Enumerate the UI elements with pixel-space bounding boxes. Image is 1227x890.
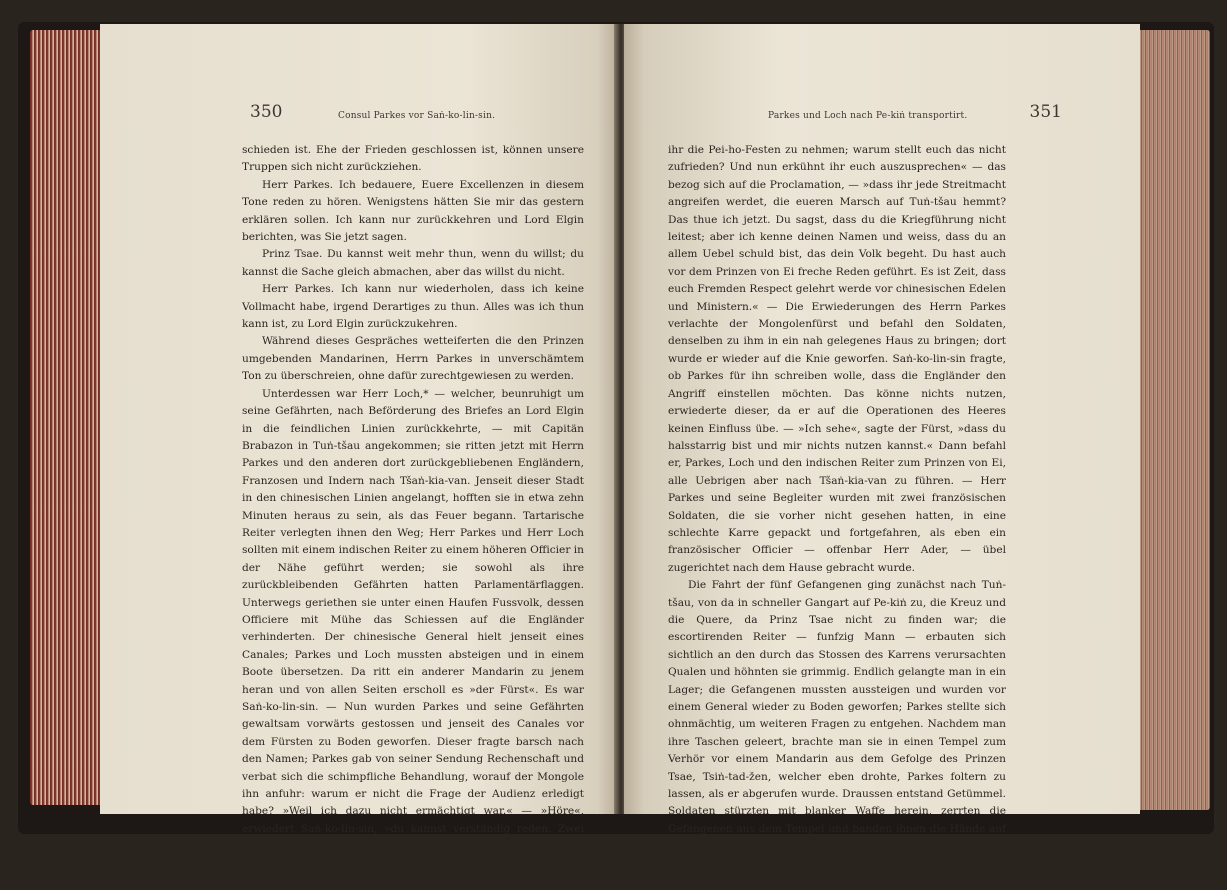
paragraph: Die Fahrt der fünf Gefangenen ging zunächst nach Tuṅ-tšau, von da in schneller Gangart auf Pe-kiṅ zu, die Kreuz und die Quere, da Prinz Tsae nicht zu finden war; die escortirenden Reiter — funfzig Mann — erbauten sich sichtlich an den durch das Stossen des Karrens verursachten Qualen und höhnten sie grimmig. Endlich gelangte man in ein Lager; die Gefangenen mussten aussteigen und wurden vor einem General wieder zu Boden geworfen; Parkes stellte sich ohnmächtig, um weiteren Fragen zu entgehen. Nachdem man ihre Taschen geleert, brachte man sie in einen Tempel zum Verhör vor einem Mandarin aus dem Gefolge des Prinzen Tsae, Tsiṅ-tad-žen, welcher eben drohte, Parkes foltern zu lassen, als er abgerufen wurde. Draussen entstand Getümmel. Soldaten stürzten mit blanker Waffe herein, zerrten die Gefangenen aus dem Tempel und banden ihnen die Hände auf den Rücken. Das Lager wurde abgebrochen, in wilder Bestürzung lief Alles durcheinander. Die Gefangenen wurden wieder in einen bbox=[668, 579, 1006, 888]
paragraph: Unterdessen war Herr Loch,* — welcher, beunruhigt um seine Gefährten, nach Beförderung des Briefes an Lord Elgin in die feindlichen Linien zurückkehrte, — mit Capitän Brabazon in Tuṅ-tšau angekommen; sie ritten jetzt mit Herrn Parkes und den anderen dort zurückgebliebenen Engländern, Franzosen und Indern nach Tšaṅ-kia-van. Jenseit dieser Stadt in den chinesischen Linien angelangt, hofften sie in etwa zehn Minuten heraus zu sein, als das Feuer begann. Tartarische Reiter verlegten ihnen den Weg; Herr Parkes und Herr Loch sollten mit einem indischen Reiter zu einem höheren Officier in der Nähe geführt werden; sie sowohl als ihre zurückbleibenden Gefährten hatten Parlamentärflaggen. Unterwegs geriethen sie unter einen Haufen Fussvolk, dessen Officiere mit Mühe das Schiessen auf die Engländer verhinderten. Der chinesische General hielt jenseit eines Canales; Parkes und Loch mussten absteigen und in einem Boote übersetzen. Da ritt ein anderer Mandarin zu jenem heran und von allen Seiten erscholl es »der Fürst«. Es war Saṅ-ko-lin-sin. — Nun wurden Parkes und seine Gefährten gewaltsam vorwärts gestossen und jenseit des Canales vor dem Fürsten zu Boden geworfen. Dieser fragte barsch nach den Namen; Parkes gab von seiner Sendung Rechenschaft und verbat sich die schimpfliche Behandlung, worauf der Mongole ihn anfuhr: warum er nicht die Frage der Audienz erledigt habe? »Weil ich dazu nicht ermächtigt war.« — »Höre«, erwiedert Saṅ-ko-lin-sin, »du kannst verständig reden. Zwei Siege habt ihr gewonnen gegen einen von uns. Zweimal wagtet bbox=[242, 387, 584, 853]
paragraph: Herr Parkes. Ich kann nur wiederholen, dass ich keine Vollmacht habe, irgend Derartiges zu thun. Alles was ich thun kann ist, zu Lord Elgin zurückzukehren. bbox=[242, 283, 584, 331]
right-page-body bbox=[668, 142, 1006, 890]
right-page-edges bbox=[1132, 30, 1210, 810]
running-head: Consul Parkes vor Saṅ-ko-lin-sin. bbox=[338, 111, 496, 121]
right-page bbox=[624, 24, 1140, 888]
paragraph: Während dieses Gespräches wetteiferten die den Prinzen umgebenden Mandarinen, Herrn Parkes in unverschämtem Ton zu überschreien, ohne dafür zurechtgewiesen zu werden. bbox=[242, 335, 584, 383]
page-number: 351 bbox=[1029, 102, 1062, 122]
left-page-edges bbox=[30, 30, 110, 805]
page-number: 350 bbox=[250, 102, 283, 122]
paragraph: Herr Parkes. Ich bedauere, Euere Excellenzen in diesem Tone reden zu hören. Wenigstens hätten Sie mir das gestern erklären sollen. Ich kann nur zurückkehren und Lord Elgin berichten, was Sie jetzt sagen. bbox=[242, 178, 584, 244]
paragraph: schieden ist. Ehe der Frieden geschlossen ist, können unsere Truppen sich nicht zurückziehen. bbox=[242, 144, 584, 174]
running-head: Parkes und Loch nach Pe-kiṅ transportirt. bbox=[768, 111, 968, 121]
left-page-body bbox=[242, 142, 584, 856]
paragraph: ihr die Pei-ho-Festen zu nehmen; warum stellt euch das nicht zufrieden? Und nun erkühnt ihr euch auszusprechen« — das bezog sich auf die Proclamation, — »dass ihr jede Streitmacht angreifen werdet, die eueren Marsch auf Tuṅ-tšau hemmt? Das thue ich jetzt. Du sagst, dass du die Kriegführung nicht leitest; aber ich kenne deinen Namen und weiss, dass du an allem Uebel schuld bist, das dein Volk begeht. Du hast auch vor dem Prinzen von Ei freche Reden geführt. Es ist Zeit, dass euch Fremden Respect gelehrt werde vor chinesischen Edelen und Ministern.« — Die Erwiederungen des Herrn Parkes verlachte der Mongolenfürst und befahl den Soldaten, denselben zu ihm in ein nah gelegenes Haus zu bringen; dort wurde er wieder auf die Knie geworfen. Saṅ-ko-lin-sin fragte, ob Parkes für ihn schreiben wolle, dass die Engländer den Angriff einstellen möchten. Das könne nichts nutzen, erwiederte dieser, da er auf die Operationen des Heeres keinen Einfluss übe. — »Ich sehe«, sagte der Fürst, »dass du halsstarrig bist und mir nichts nutzen kannst.« Dann befahl er, Parkes, Loch und den indischen Reiter zum Prinzen von Ei, alle Uebrigen aber nach Tšaṅ-kia-van zu führen. — Herr Parkes und seine Begleiter wurden mit zwei französischen Soldaten, die sie vorher nicht gesehen hatten, in eine schlechte Karre gepackt und fortgefahren, als eben ein französischer Officier — offenbar Herr Ader, — übel zugerichtet nach dem Hause gebracht wurde. bbox=[668, 144, 1006, 574]
paragraph: Prinz Tsae. Du kannst weit mehr thun, wenn du willst; du kannst die Sache gleich abmachen, aber das willst du nicht. bbox=[242, 248, 584, 278]
right-page-header bbox=[664, 102, 1062, 130]
left-page bbox=[100, 24, 618, 853]
left-page-header bbox=[250, 102, 590, 130]
